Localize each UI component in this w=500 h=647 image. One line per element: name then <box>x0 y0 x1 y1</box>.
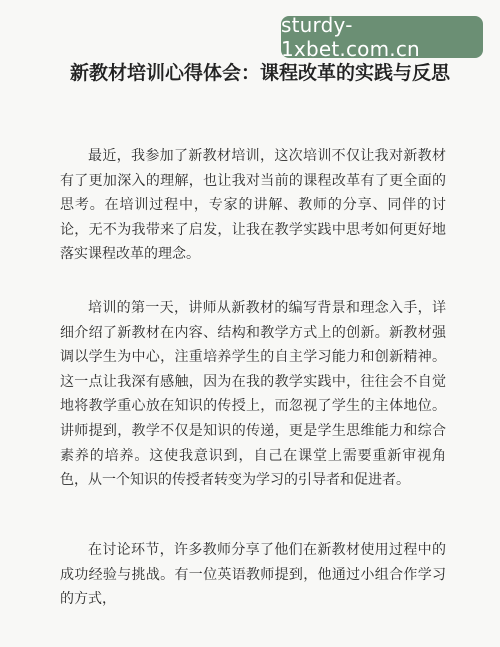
article-title: 新教材培训心得体会：课程改革的实践与反思 <box>70 62 451 84</box>
site-watermark <box>281 13 483 61</box>
paragraph-training-day-one: 培训的第一天，讲师从新教材的编写背景和理念入手，详细介绍了新教材在内容、结构和教学方式上的创新。新教材强调以学生为中心，注重培养学生的自主学习能力和创新精神。这一点让我深有感触，因为在我的教学实践中，往往会不自觉地将教学重心放在知识的传授上，而忽视了学生的主体地位。讲师提到，教学不仅是知识的传递，更是学生思维能力和综合素养的培养。这使我意识到，自己在课堂上需要重新审视角色，从一个知识的传授者转变为学习的引导者和促进者。 <box>60 300 446 489</box>
paragraph-intro: 最近，我参加了新教材培训，这次培训不仅让我对新教材有了更加深入的理解，也让我对当前的课程改革有了更全面的思考。在培训过程中，专家的讲解、教师的分享、同伴的讨论，无不为我带来了启发，让我在教学实践中思考如何更好地落实课程改革的理念。 <box>60 148 446 263</box>
paragraph-discussion: 在讨论环节，许多教师分享了他们在新教材使用过程中的成功经验与挑战。有一位英语教师提到，他通过小组合作学习的方式， <box>60 542 446 608</box>
watermark-text: sturdy-1xbet.com.cn <box>281 13 420 61</box>
